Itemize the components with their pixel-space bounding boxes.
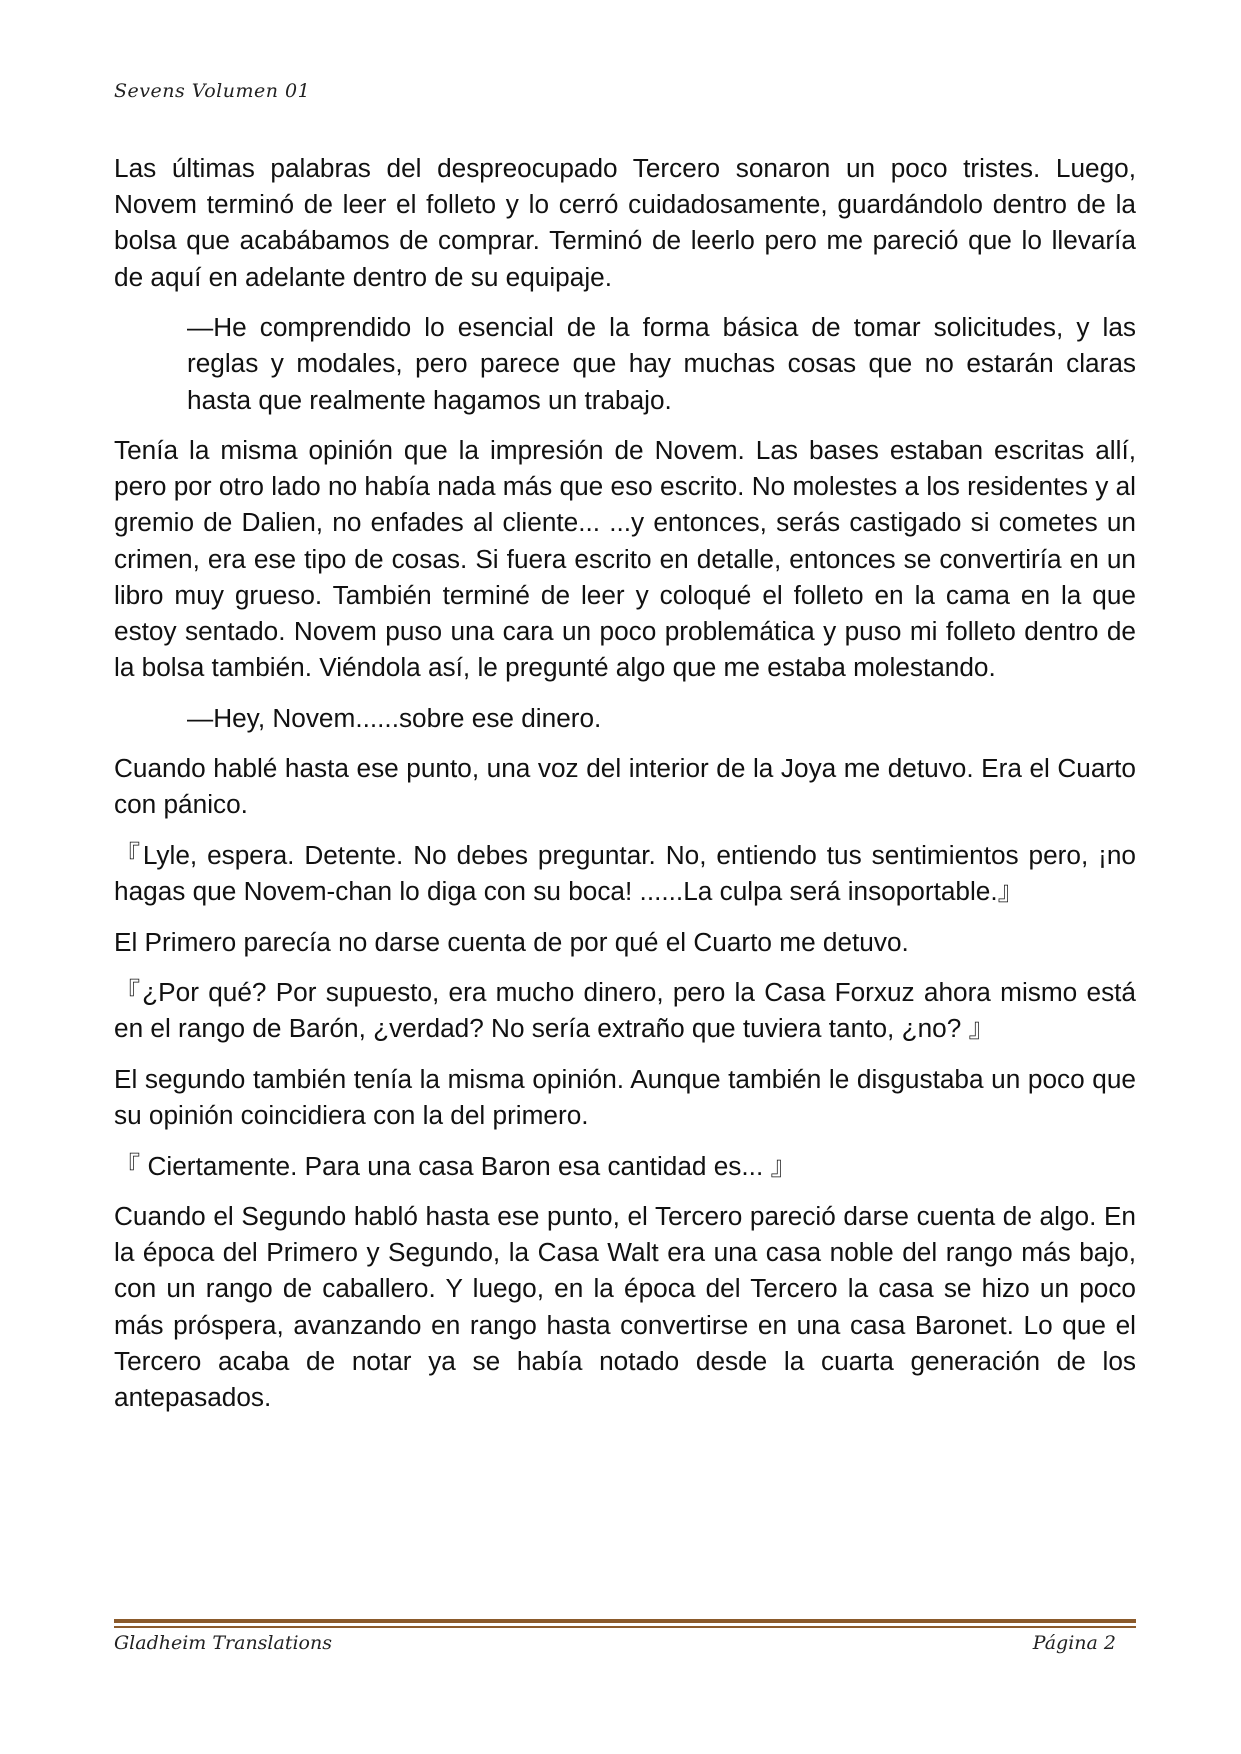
body-text — [114, 150, 1136, 1430]
footer-rule-thin — [114, 1626, 1136, 1628]
paragraph: Cuando el Segundo habló hasta ese punto, el Tercero pareció darse cuenta de algo. En la época del Primero y Segundo, la Casa Walt era una casa noble del rango más bajo, con un rango de caballero. Y luego, en la época del Tercero la casa se hizo un poco más próspera, avanzando en rango hasta convertirse en una casa Baronet. Lo que el Tercero acaba de notar ya se había notado desde la cuarta generación de los antepasados. — [114, 1201, 1136, 1413]
paragraph: Las últimas palabras del despreocupado Tercero sonaron un poco tristes. Luego, Novem terminó de leer el folleto y lo cerró cuidadosamente, guardándolo dentro de la bolsa que acabábamos de comprar. Terminó de leerlo pero me pareció que lo llevaría de aquí en adelante dentro de su equipaje. — [114, 153, 1136, 292]
paragraph: El Primero parecía no darse cuenta de por qué el Cuarto me detuvo. — [114, 926, 909, 957]
page-number: Página 2 — [1032, 1632, 1116, 1654]
paragraph: Cuando hablé hasta ese punto, una voz del interior de la Joya me detuvo. Era el Cuarto con pánico. — [114, 753, 1136, 820]
footer-publisher: Gladheim Translations — [114, 1632, 332, 1654]
footer-rule — [114, 1619, 1136, 1623]
quote-paragraph: 『¿Por qué? Por supuesto, era mucho dinero, pero la Casa Forxuz ahora mismo está en el rango de Barón, ¿verdad? No sería extraño que tuviera tanto, ¿no? 』 — [114, 977, 1136, 1044]
quote-paragraph: 『 Ciertamente. Para una casa Baron esa cantidad es... 』 — [114, 1150, 797, 1181]
dialogue-paragraph: —He comprendido lo esencial de la forma básica de tomar solicitudes, y las reglas y modales, pero parece que hay muchas cosas que no estarán claras hasta que realmente hagamos un trabajo. — [187, 312, 1136, 415]
header-title: Sevens Volumen 01 — [114, 80, 311, 102]
paragraph: El segundo también tenía la misma opinión. Aunque también le disgustaba un poco que su opinión coincidiera con la del primero. — [114, 1063, 1136, 1131]
quote-paragraph: 『Lyle, espera. Detente. No debes preguntar. No, entiendo tus sentimientos pero, ¡no hagas que Novem-chan lo diga con su boca! ......La culpa será insoportable.』 — [114, 839, 1136, 907]
dialogue-paragraph: —Hey, Novem......sobre ese dinero. — [187, 702, 602, 733]
paragraph: Tenía la misma opinión que la impresión de Novem. Las bases estaban escritas allí, pero por otro lado no había nada más que eso escrito. No molestes a los residentes y al gremio de Dalien, no enfades al cliente... ...y entonces, serás castigado si cometes un crimen, era ese tipo de cosas. Si fuera escrito en detalle, entonces se convertiría en un libro muy grueso. También terminé de leer y coloqué el folleto en la cama en la que estoy sentado. Novem puso una cara un poco problemática y puso mi folleto dentro de la bolsa también. Viéndola así, le pregunté algo que me estaba molestando. — [114, 435, 1136, 683]
